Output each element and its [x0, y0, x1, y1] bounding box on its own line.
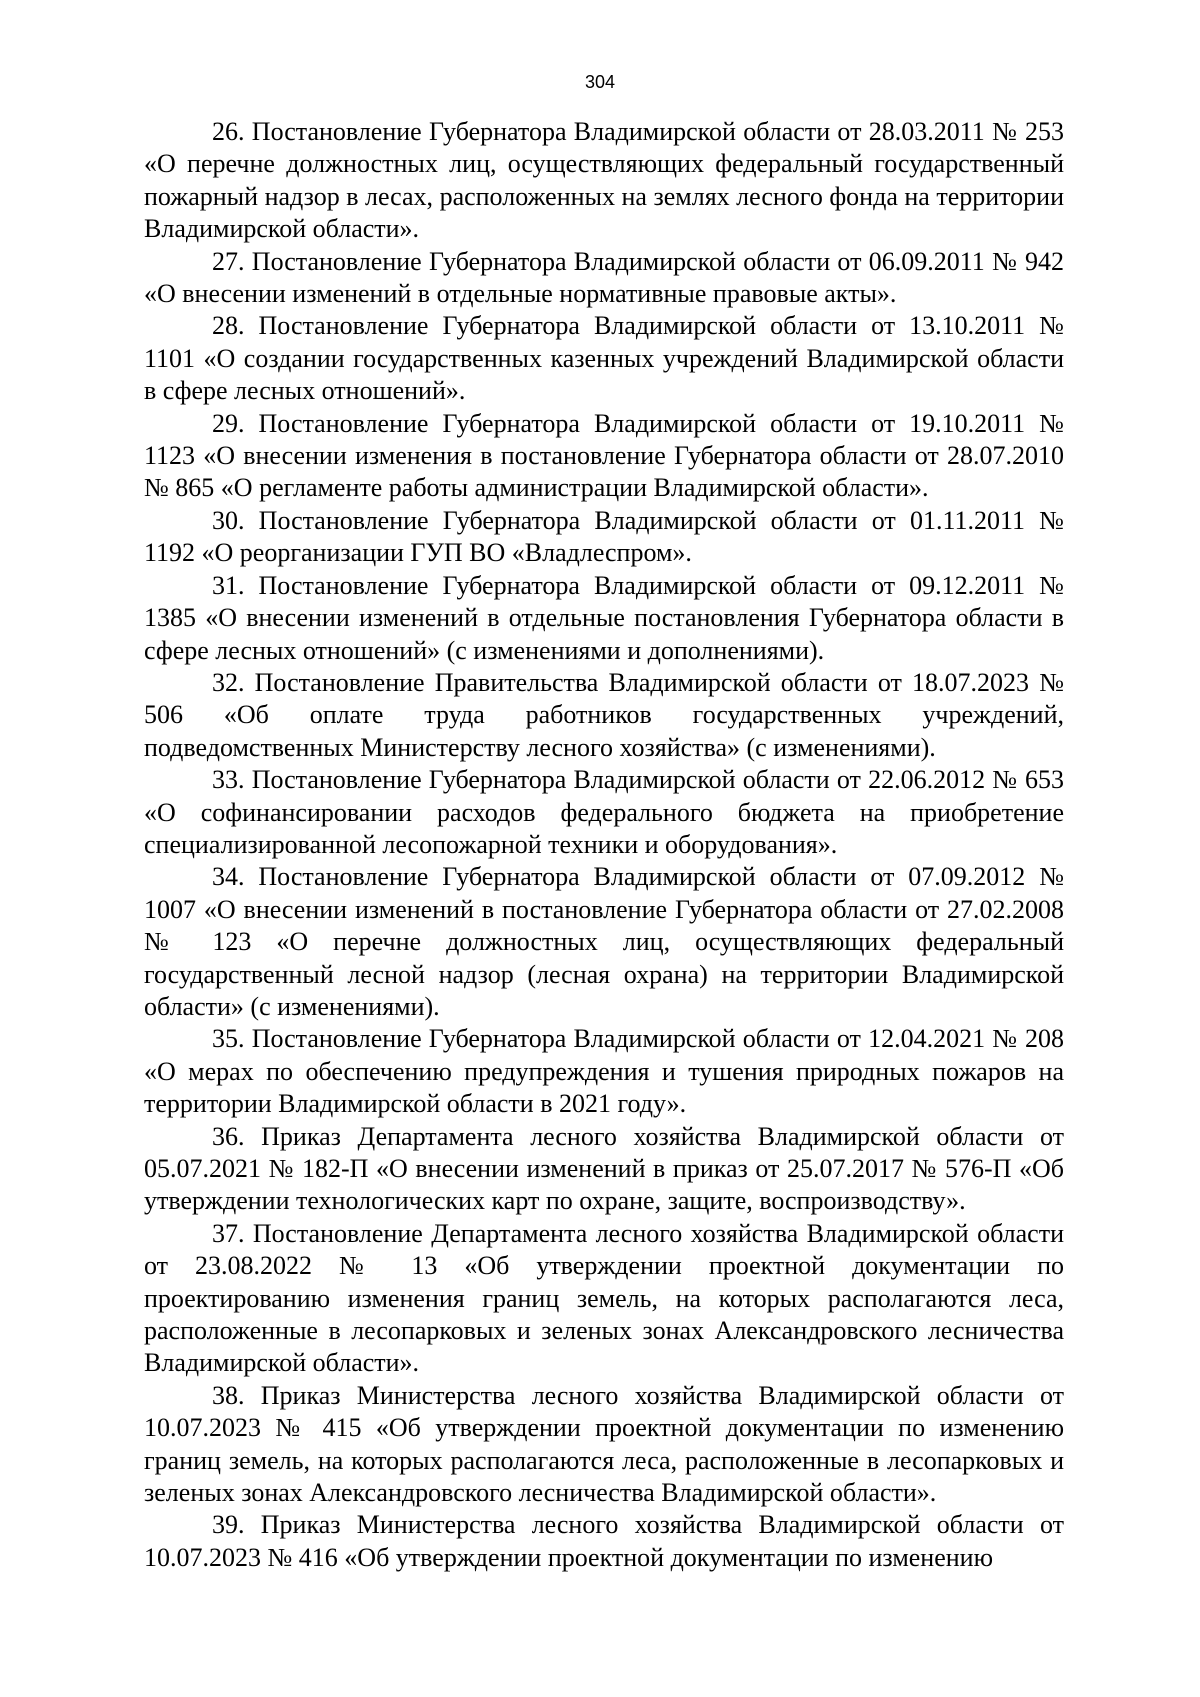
list-item-28: 28. Постановление Губернатора Владимирской области от 13.10.2011 № 1101 «О создании государственных казенных учреждений Владимирской области в сфере лесных отношений». [144, 311, 1064, 406]
list-item-30: 30. Постановление Губернатора Владимирской области от 01.11.2011 № 1192 «О реорганизации ГУП ВО «Владлеспром». [144, 505, 1064, 568]
list-item-37: 37. Постановление Департамента лесного хозяйства Владимирской области от 23.08.2022 № 13 «Об утверждении проектной документации по проектированию изменения границ земель, на которых располагаются леса, расположенные в лесопарковых и зеленых зонах Александровского лесничества Владимирской области». [144, 1218, 1064, 1378]
list-item-29: 29. Постановление Губернатора Владимирской области от 19.10.2011 № 1123 «О внесении изменения в постановление Губернатора области от 28.07.2010 № 865 «О регламенте работы администрации Владимирской области». [144, 408, 1064, 503]
page-number: 304 [584, 72, 616, 92]
list-item-27: 27. Постановление Губернатора Владимирской области от 06.09.2011 № 942 «О внесении изменений в отдельные нормативные правовые акты». [144, 246, 1064, 309]
list-item-31: 31. Постановление Губернатора Владимирской области от 09.12.2011 № 1385 «О внесении изменений в отдельные постановления Губернатора области в сфере лесных отношений» (с изменениями и дополнениями). [144, 570, 1064, 665]
list-item-34: 34. Постановление Губернатора Владимирской области от 07.09.2012 № 1007 «О внесении изменений в постановление Губернатора области от 27.02.2008 № 123 «О перечне должностных лиц, осуществляющих федеральный государственный лесной надзор (лесная охрана) на территории Владимирской области» (с изменениями). [144, 862, 1064, 1021]
list-item-38: 38. Приказ Министерства лесного хозяйства Владимирской области от 10.07.2023 № 415 «Об утверждении проектной документации по изменению границ земель, на которых располагаются леса, расположенные в лесопарковых и зеленых зонах Александровского лесничества Владимирской области». [144, 1380, 1064, 1508]
list-item-26: 26. Постановление Губернатора Владимирской области от 28.03.2011 № 253 «О перечне должностных лиц, осуществляющих федеральный государственный пожарный надзор в лесах, расположенных на землях лесного фонда на территории Владимирской области». [144, 117, 1064, 244]
document-body [144, 116, 1064, 1574]
list-item-36: 36. Приказ Департамента лесного хозяйства Владимирской области от 05.07.2021 № 182-П «О внесении изменений в приказ от 25.07.2017 № 576-П «Об утверждении технологических карт по охране, защите, воспроизводству». [144, 1121, 1064, 1216]
list-item-32: 32. Постановление Правительства Владимирской области от 18.07.2023 № 506 «Об оплате труда работников государственных учреждений, подведомственных Министерству лесного хозяйства» (с изменениями). [144, 667, 1064, 762]
list-item-39: 39. Приказ Министерства лесного хозяйства Владимирской области от 10.07.2023 № 416 «Об утверждении проектной документации по изменению [144, 1510, 1064, 1572]
list-item-35: 35. Постановление Губернатора Владимирской области от 12.04.2021 № 208 «О мерах по обеспечению предупреждения и тушения природных пожаров на территории Владимирской области в 2021 году». [144, 1024, 1064, 1119]
list-item-33: 33. Постановление Губернатора Владимирской области от 22.06.2012 № 653 «О софинансировании расходов федерального бюджета на приобретение специализированной лесопожарной техники и оборудования». [144, 765, 1064, 859]
